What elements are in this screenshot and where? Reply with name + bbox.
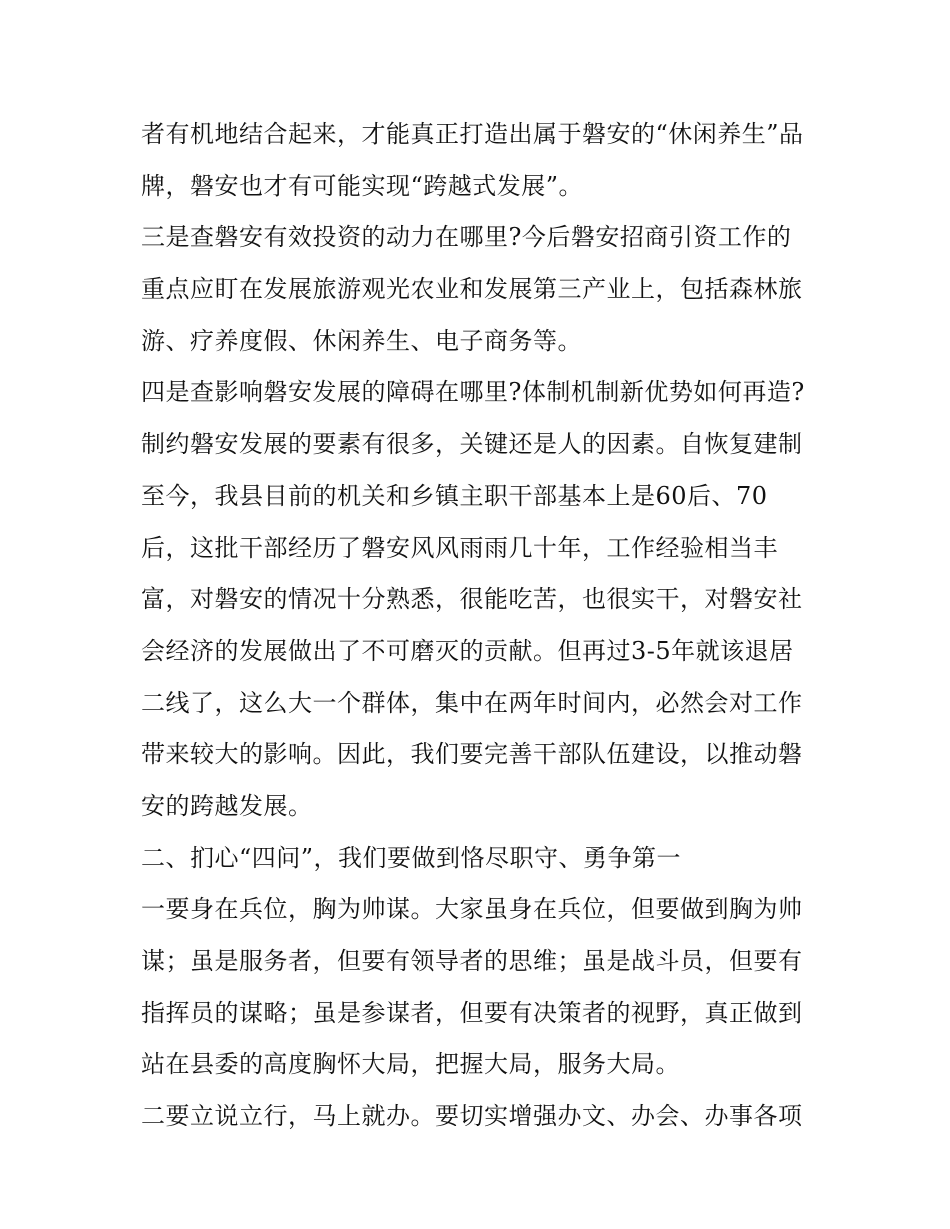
text-line: 指挥员的谋略；虽是参谋者，但要有决策者的视野，真正做到 xyxy=(141,998,803,1027)
document-body xyxy=(141,109,821,1143)
text-line: 带来较大的影响。因此，我们要完善干部队伍建设，以推动磐 xyxy=(141,740,803,769)
text-line: 一要身在兵位，胸为帅谋。大家虽身在兵位，但要做到胸为帅 xyxy=(141,895,803,924)
text-line: 二要立说立行，马上就办。要切实增强办文、办会、办事各项 xyxy=(141,1102,803,1131)
text-line: 后，这批干部经历了磐安风风雨雨几十年，工作经验相当丰 xyxy=(141,533,778,562)
text-line: 会经济的发展做出了不可磨灭的贡献。但再过3-5年就该退居 xyxy=(141,636,794,665)
section-heading: 二、扪心“四问”，我们要做到恪尽职守、勇争第一 xyxy=(141,843,682,872)
text-line: 重点应盯在发展旅游观光农业和发展第三产业上，包括森林旅 xyxy=(141,275,803,304)
text-line: 游、疗养度假、休闲养生、电子商务等。 xyxy=(141,326,582,355)
text-line: 者有机地结合起来，才能真正打造出属于磐安的“休闲养生”品 xyxy=(141,120,804,148)
text-line: 三是查磐安有效投资的动力在哪里?今后磐安招商引资工作的 xyxy=(141,223,792,252)
text-line: 富，对磐安的情况十分熟悉，很能吃苦，也很实干，对磐安社 xyxy=(141,585,803,614)
text-line: 至今，我县目前的机关和乡镇主职干部基本上是60后、70 xyxy=(141,481,768,510)
text-line: 谋；虽是服务者，但要有领导者的思维；虽是战斗员，但要有 xyxy=(141,947,803,975)
text-line: 四是查影响磐安发展的障碍在哪里?体制机制新优势如何再造? xyxy=(141,378,805,407)
text-line: 安的跨越发展。 xyxy=(141,791,313,820)
text-line: 制约磐安发展的要素有很多，关键还是人的因素。自恢复建制 xyxy=(141,430,803,459)
text-line: 二线了，这么大一个群体，集中在两年时间内，必然会对工作 xyxy=(141,688,803,717)
text-line: 牌，磐安也才有可能实现“跨越式发展”。 xyxy=(141,171,584,200)
text-line: 站在县委的高度胸怀大局，把握大局，服务大局。 xyxy=(141,1050,680,1079)
